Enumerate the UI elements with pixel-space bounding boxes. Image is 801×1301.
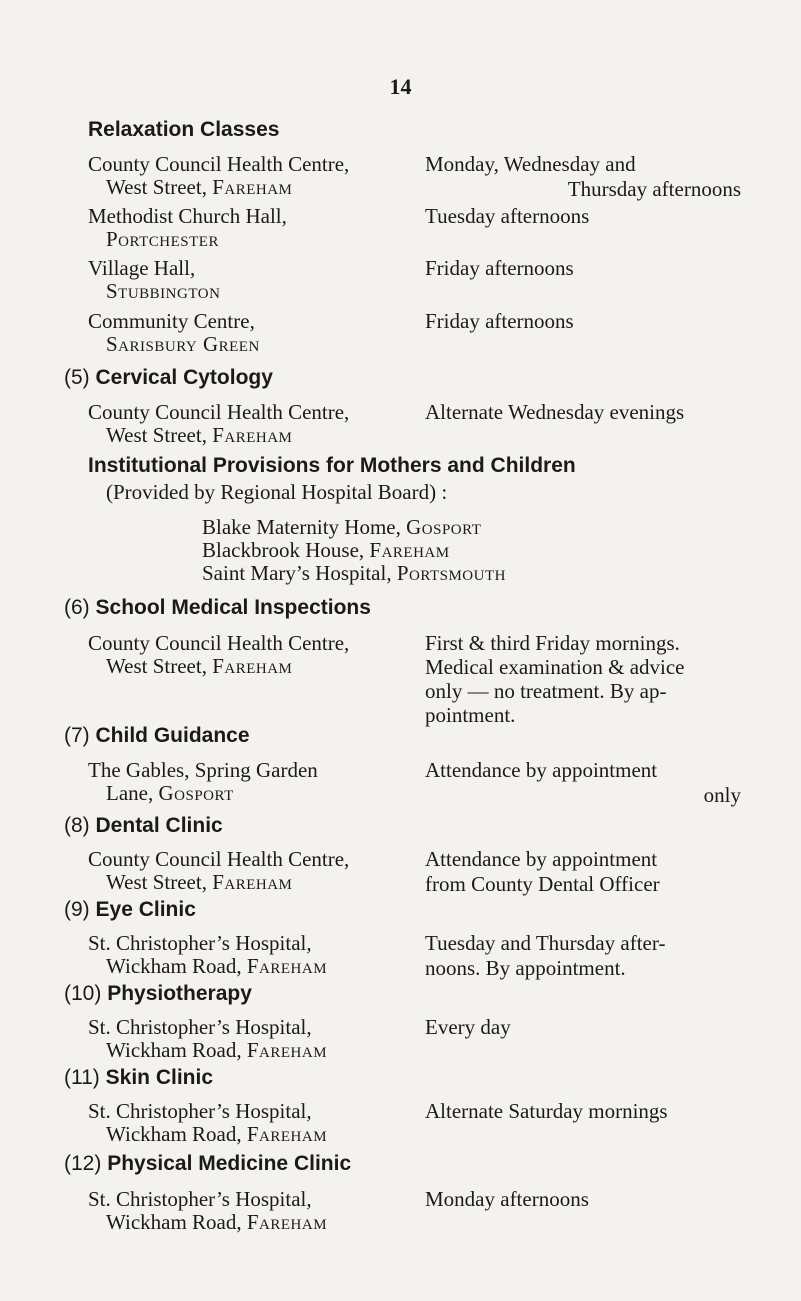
- list-item: Saint Mary’s Hospital, Portsmouth: [202, 561, 506, 585]
- dental-time: [425, 847, 741, 897]
- place-address: Wickham Road, Fareham: [106, 1038, 328, 1062]
- list-item: Blackbrook House, Fareham: [202, 538, 450, 562]
- time-line: Thursday afternoons: [567, 177, 741, 201]
- eye-place: [88, 932, 433, 978]
- dental-heading: (8) Dental Clinic: [64, 814, 223, 837]
- relaxation-place-2: [88, 205, 433, 251]
- place-name: Community Centre,: [88, 309, 255, 333]
- institutional-list: [202, 516, 506, 585]
- physio-time: Every day: [425, 1015, 511, 1039]
- relaxation-time-4: Friday afternoons: [425, 309, 574, 333]
- physmed-place: [88, 1188, 433, 1234]
- time-line: Attendance by appointment: [425, 847, 658, 871]
- time-line: from County Dental Officer: [425, 872, 660, 896]
- dental-place: [88, 848, 433, 894]
- institutional-heading: Institutional Provisions for Mothers and Children: [88, 454, 576, 477]
- time-line: Medical examination & advice: [425, 655, 685, 679]
- child-place: [88, 759, 433, 805]
- place-address: Lane, Gosport: [106, 781, 234, 805]
- place-name: St. Christopher’s Hospital,: [88, 1187, 312, 1211]
- place-address: West Street, Fareham: [106, 870, 293, 894]
- time-line: only — no treatment. By ap-: [425, 679, 667, 703]
- cervical-heading: (5) Cervical Cytology: [64, 366, 273, 389]
- relaxation-time-2: Tuesday afternoons: [425, 204, 590, 228]
- relaxation-time-1: [425, 152, 741, 202]
- place-name: The Gables, Spring Garden: [88, 758, 318, 782]
- time-line: First & third Friday mornings.: [425, 631, 680, 655]
- page-number: 14: [389, 74, 412, 99]
- place-name: County Council Health Centre,: [88, 152, 350, 176]
- school-time: [425, 631, 741, 727]
- time-line: Monday, Wednesday and: [425, 152, 636, 176]
- place-town: Stubbington: [106, 279, 221, 303]
- skin-heading: (11) Skin Clinic: [64, 1066, 213, 1089]
- institutional-subheading: (Provided by Regional Hospital Board) :: [106, 480, 448, 504]
- place-address: Wickham Road, Fareham: [106, 1122, 328, 1146]
- time-line: pointment.: [425, 703, 516, 727]
- place-name: Village Hall,: [88, 256, 196, 280]
- relaxation-time-3: Friday afternoons: [425, 256, 574, 280]
- place-name: Methodist Church Hall,: [88, 204, 287, 228]
- relaxation-heading: Relaxation Classes: [88, 118, 280, 141]
- cervical-time: Alternate Wednesday evenings: [425, 400, 685, 424]
- physio-place: [88, 1016, 433, 1062]
- time-line: Attendance by appointment: [425, 758, 658, 782]
- relaxation-place-3: [88, 257, 433, 303]
- cervical-place: [88, 401, 433, 447]
- school-place: [88, 632, 433, 678]
- place-address: Wickham Road, Fareham: [106, 954, 328, 978]
- place-town: Portchester: [106, 227, 219, 251]
- relaxation-place-1: [88, 153, 433, 199]
- place-address: West Street, Fareham: [106, 654, 293, 678]
- place-name: County Council Health Centre,: [88, 631, 350, 655]
- school-heading: (6) School Medical Inspections: [64, 596, 371, 619]
- place-address: West Street, Fareham: [106, 423, 293, 447]
- place-name: St. Christopher’s Hospital,: [88, 1099, 312, 1123]
- place-name: County Council Health Centre,: [88, 847, 350, 871]
- place-name: St. Christopher’s Hospital,: [88, 1015, 312, 1039]
- physio-heading: (10) Physiotherapy: [64, 982, 252, 1005]
- place-address: West Street, Fareham: [106, 175, 293, 199]
- time-line: only: [703, 783, 741, 807]
- list-item: Blake Maternity Home, Gosport: [202, 515, 482, 539]
- place-name: County Council Health Centre,: [88, 400, 350, 424]
- child-heading: (7) Child Guidance: [64, 724, 250, 747]
- skin-place: [88, 1100, 433, 1146]
- time-line: noons. By appointment.: [425, 956, 626, 980]
- physmed-time: Monday afternoons: [425, 1187, 589, 1211]
- child-time: [425, 758, 741, 808]
- place-address: Wickham Road, Fareham: [106, 1210, 328, 1234]
- place-name: St. Christopher’s Hospital,: [88, 931, 312, 955]
- physmed-heading: (12) Physical Medicine Clinic: [64, 1152, 352, 1175]
- skin-time: Alternate Saturday mornings: [425, 1099, 668, 1123]
- eye-heading: (9) Eye Clinic: [64, 898, 196, 921]
- place-town: Sarisbury Green: [106, 332, 260, 356]
- relaxation-place-4: [88, 310, 433, 356]
- eye-time: [425, 931, 741, 981]
- time-line: Tuesday and Thursday after-: [425, 931, 666, 955]
